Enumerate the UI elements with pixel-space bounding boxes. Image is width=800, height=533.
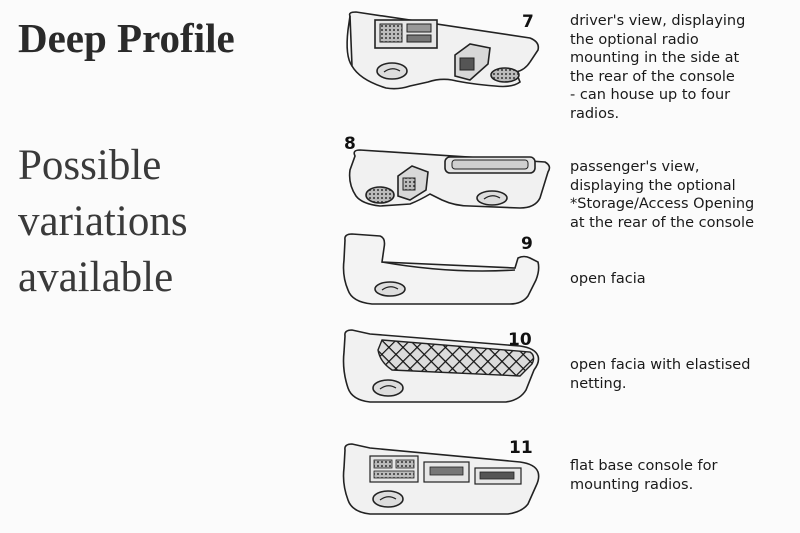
- description-line: netting.: [570, 375, 627, 392]
- variant-number: 9: [521, 234, 533, 254]
- variant-description: [570, 270, 646, 289]
- description-line: displaying the optional: [570, 177, 736, 194]
- variant-number: 10: [508, 330, 532, 350]
- description-line: mounting radios.: [570, 476, 694, 493]
- description-line: the rear of the console: [570, 68, 735, 85]
- variant-description: [570, 457, 717, 494]
- description-line: at the rear of the console: [570, 214, 755, 231]
- variant-description: [570, 356, 750, 393]
- description-line: the optional radio: [570, 31, 699, 48]
- console-7-drawing: [347, 12, 538, 89]
- variant-description: [570, 12, 745, 123]
- description-line: - can house up to four: [570, 87, 731, 103]
- page-title: Deep Profile: [18, 15, 235, 61]
- console-8-drawing: [350, 150, 550, 208]
- description-line: radios.: [570, 105, 620, 122]
- subheading-line: variations: [18, 198, 188, 245]
- variant-number: 8: [344, 134, 356, 154]
- description-line: open facia with elastised: [570, 357, 751, 373]
- description-line: flat base console for: [570, 458, 718, 474]
- subheading-line: Possible: [18, 142, 162, 189]
- subheading-line: available: [18, 254, 174, 301]
- description-line: passenger's view,: [570, 159, 700, 175]
- variant-description: [570, 158, 754, 232]
- description-line: mounting in the side at: [570, 50, 740, 66]
- description-line: open facia: [570, 271, 646, 287]
- description-line: *Storage/Access Opening: [570, 196, 755, 212]
- variant-number: 7: [522, 12, 534, 32]
- console-9-drawing: [344, 234, 539, 304]
- variant-number: 11: [509, 438, 533, 458]
- description-line: driver's view, displaying: [570, 13, 746, 29]
